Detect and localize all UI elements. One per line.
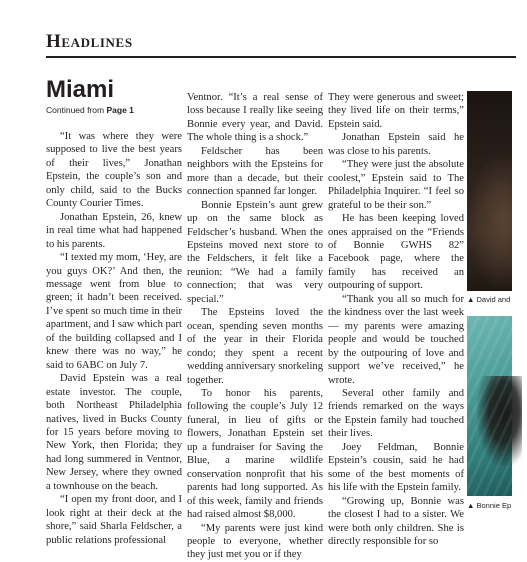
column-1-paragraph: “I texted my mom, ‘Hey, are you guys OK?’ And then, the message went from blue to green; it hadn’t been received. I’ve spent so much time in their apartment, and I saw which part of the building collapsed and I knew there was no way,” he said to 6ABC on July 7. [46, 252, 182, 371]
column-3-paragraph: “Thank you all so much for the kindness over the last week — my parents were amazing people and would be touched by the outpouring of love and support we’ve received,” he wrote. [328, 293, 464, 386]
photo-column [467, 91, 512, 512]
column-2-paragraph: “My parents were just kind people to everyone, whether they just met you or if they [187, 522, 323, 561]
photo-caption: ▲ David and [467, 295, 511, 304]
column-1-paragraph: “It was where they were supposed to live the best years of their lives,” Jonathan Epstein, the couple’s son and only child, said to the Bucks County Courier Times. [46, 131, 182, 210]
article-column-3 [328, 91, 464, 547]
column-2-paragraph: The Epsteins loved the ocean, spending seven months of the year in their Florida condo; they spent a recent wedding anniversary snorkeling together. [187, 307, 323, 386]
section-title: Headlines [46, 31, 133, 52]
continued-from-line [46, 105, 134, 115]
photo-caption: ▲ Bonnie Ep [467, 501, 512, 510]
column-2-paragraph: Bonnie Epstein’s aunt grew up on the same block as Feldscher’s husband. When the Epsteins moved next store to the Feldschers, it felt like a reunion: “We had a family connection; that was very special.” [187, 199, 323, 305]
column-1-paragraph: “I open my front door, and I look right at their deck at the shore,” said Sharla Feldscher, a public relations professional [46, 494, 182, 546]
column-3-paragraph: Several other family and friends remarked on the ways the Epstein family had touched their lives. [328, 387, 464, 440]
article-column-1 [46, 130, 182, 546]
column-3-paragraph: “Growing up, Bonnie was the closest I had to a sister. We were both only children. She is directly responsible for so [328, 495, 464, 547]
photo-bonnie [467, 316, 512, 496]
column-3-paragraph: “They were just the absolute coolest,” Epstein said to The Philadelphia Inquirer. “I feel so grateful to be their son.” [328, 159, 464, 211]
article-headline: Miami [46, 76, 115, 103]
column-3-paragraph: They were generous and sweet; they lived life on their terms,” Epstein said. [328, 92, 464, 130]
photo-david [467, 91, 512, 291]
column-1-paragraph: David Epstein was a real estate investor. The couple, both Northeast Philadelphia natives, lived in Bucks County for 15 years before moving to New York, then Florida; they had long summered in Ventnor, New Jersey, where they owned a townhouse on the beach. [46, 373, 182, 492]
column-2-paragraph: Ventnor. “It’s a real sense of loss because I really like seeing Bonnie every year, and David. The whole thing is a shock.” [187, 92, 323, 144]
article-column-2 [187, 91, 323, 561]
column-3-paragraph: Jonathan Epstein said he was close to his parents. [328, 132, 464, 157]
continued-prefix: Continued from [46, 105, 107, 115]
continued-page-link[interactable]: Page 1 [106, 105, 134, 115]
column-2-paragraph: To honor his parents, following the couple’s July 12 funeral, in lieu of gifts or flowers, Jonathan Epstein set up a fundraiser for Saving the Blue, a marine wildlife conservation nonprofit that his parents had long supported. As of this week, family and friends had raised almost $8,000. [187, 387, 323, 521]
column-3-paragraph: He has been keeping loved ones appraised on the “Friends of Bonnie GWHS 82” Facebook page, where the family has received an outpouring of support. [328, 213, 464, 292]
column-2-paragraph: Feldscher has been neighbors with the Epsteins for more than a decade, but their connection spanned far longer. [187, 145, 323, 198]
column-3-paragraph: Joey Feldman, Bonnie Epstein’s cousin, said he had some of the best moments of his life with the Epstein family. [328, 441, 464, 494]
column-1-paragraph: Jonathan Epstein, 26, knew in real time what had happened to his parents. [46, 211, 182, 250]
section-divider [46, 56, 516, 58]
